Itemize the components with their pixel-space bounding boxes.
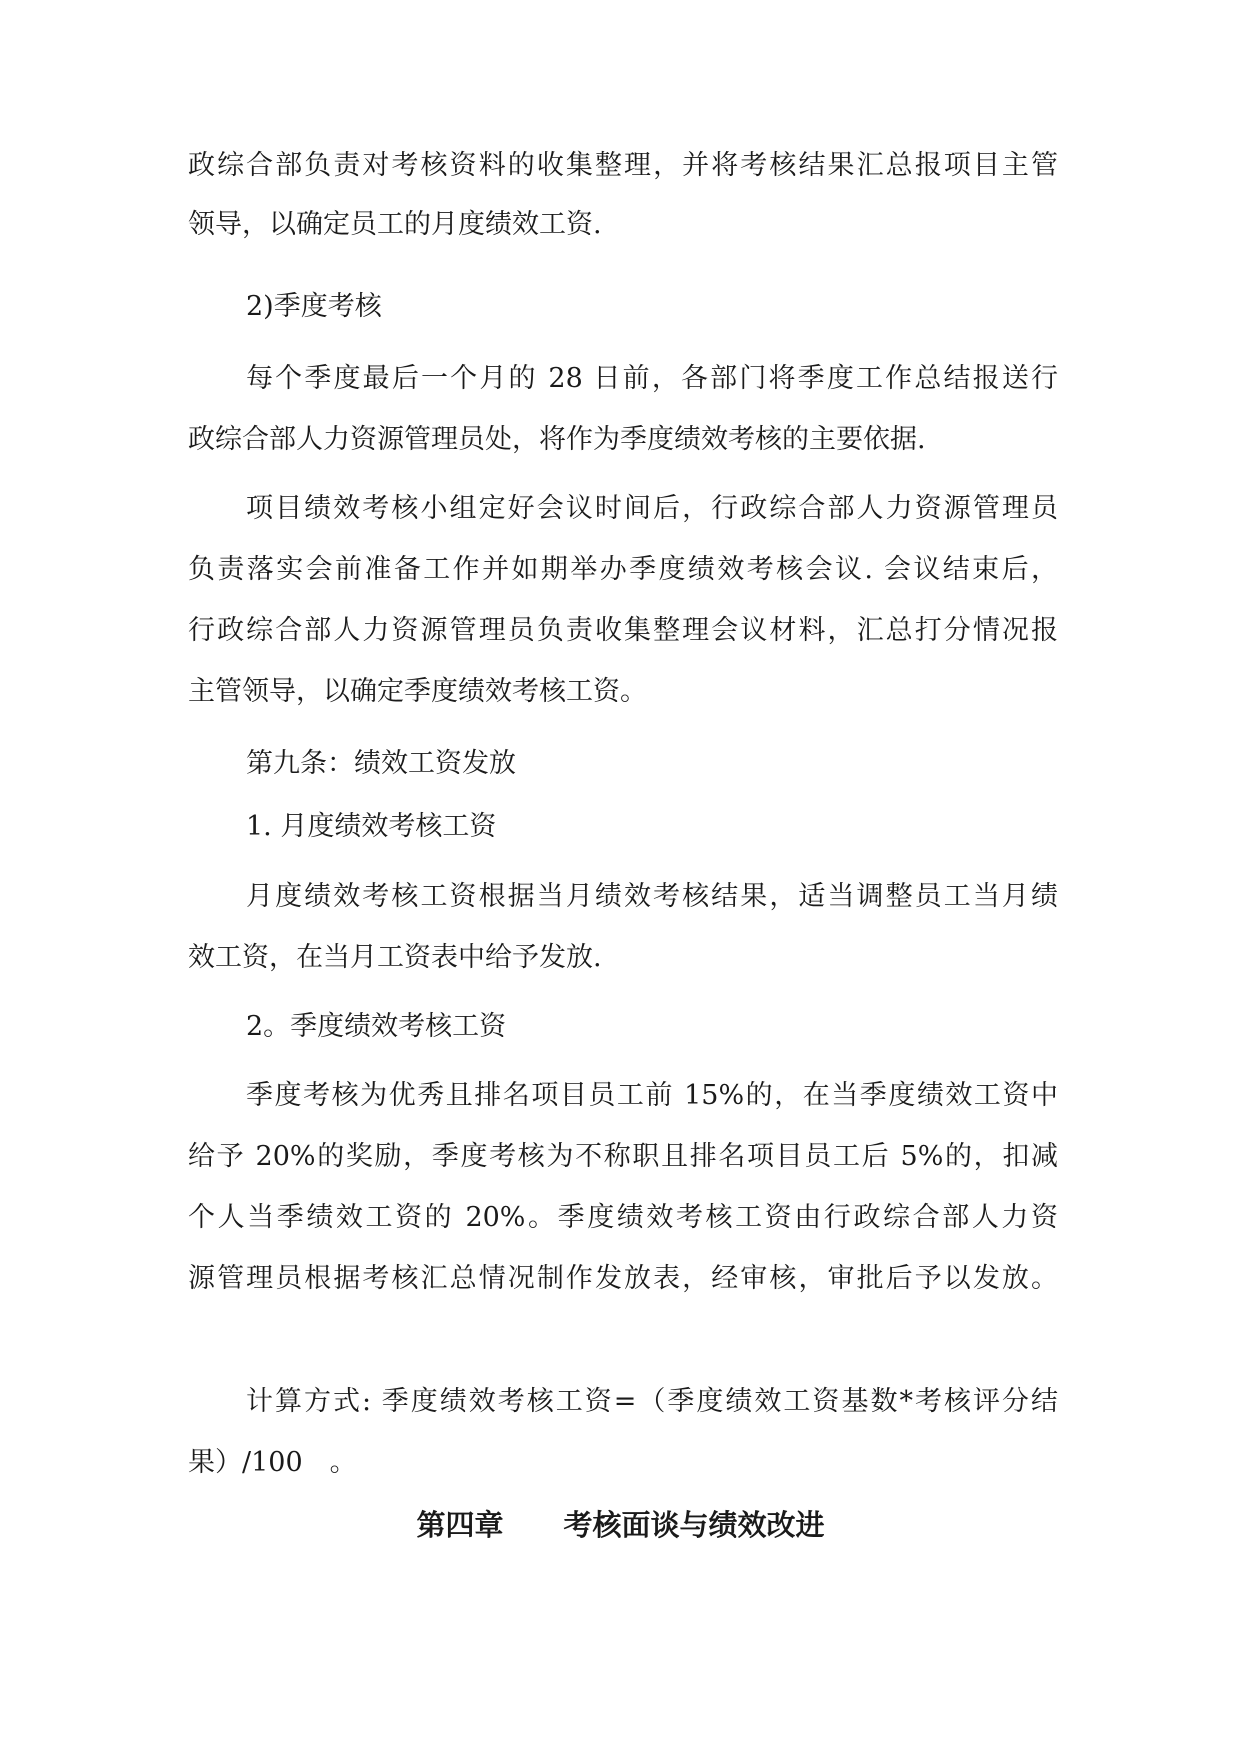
chapter-heading bbox=[0, 1505, 1241, 1545]
paragraph-line: 主管领导，以确定季度绩效考核工资。 bbox=[188, 676, 647, 707]
paragraph-line: 源管理员根据考核汇总情况制作发放表，经审核，审批后予以发放。 bbox=[188, 1263, 1058, 1294]
section-heading: 2)季度考核 bbox=[246, 291, 382, 322]
paragraph-line: 政综合部负责对考核资料的收集整理，并将考核结果汇总报项目主管 bbox=[188, 150, 1058, 181]
paragraph-line: 给予 20%的奖励，季度考核为不称职且排名项目员工后 5%的，扣减 bbox=[188, 1141, 1058, 1172]
chapter-title: 考核面谈与绩效改进 bbox=[563, 1508, 825, 1542]
paragraph-line: 政综合部人力资源管理员处，将作为季度绩效考核的主要依据. bbox=[188, 424, 926, 455]
article-heading: 第九条：绩效工资发放 bbox=[246, 748, 516, 779]
section-heading: 2。季度绩效考核工资 bbox=[246, 1011, 507, 1042]
paragraph-line: 计算方式: 季度绩效考核工资=（季度绩效工资基数*考核评分结 bbox=[246, 1386, 1058, 1417]
paragraph-line: 个人当季绩效工资的 20%。季度绩效考核工资由行政综合部人力资 bbox=[188, 1202, 1058, 1233]
paragraph-line: 负责落实会前准备工作并如期举办季度绩效考核会议. 会议结束后， bbox=[188, 554, 1058, 585]
paragraph-line: 行政综合部人力资源管理员负责收集整理会议材料，汇总打分情况报 bbox=[188, 615, 1058, 646]
section-heading: 1. 月度绩效考核工资 bbox=[246, 811, 497, 842]
paragraph-line: 季度考核为优秀且排名项目员工前 15%的，在当季度绩效工资中 bbox=[246, 1080, 1058, 1111]
paragraph-line: 项目绩效考核小组定好会议时间后，行政综合部人力资源管理员 bbox=[246, 493, 1058, 524]
paragraph-line: 月度绩效考核工资根据当月绩效考核结果，适当调整员工当月绩 bbox=[246, 881, 1058, 912]
paragraph-line: 果）/100 。 bbox=[188, 1447, 357, 1478]
paragraph-line: 效工资，在当月工资表中给予发放. bbox=[188, 942, 602, 973]
chapter-number: 第四章 bbox=[416, 1508, 504, 1542]
paragraph-line: 领导，以确定员工的月度绩效工资. bbox=[188, 209, 602, 240]
paragraph-line: 每个季度最后一个月的 28 日前，各部门将季度工作总结报送行 bbox=[246, 363, 1058, 394]
